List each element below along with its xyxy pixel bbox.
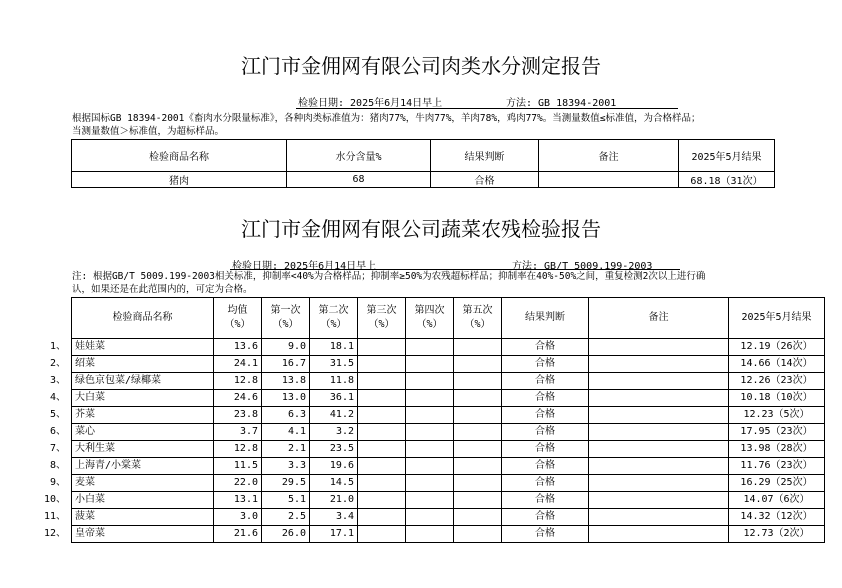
test-2-cell: 31.5	[310, 356, 358, 373]
column-header: 检验商品名称	[72, 140, 287, 172]
table-header-row	[72, 140, 775, 172]
result-cell: 合格	[502, 475, 589, 492]
avg-value-cell: 13.1	[214, 492, 262, 509]
test-1-cell: 4.1	[262, 424, 310, 441]
result-cell: 合格	[431, 172, 539, 188]
test-3-cell	[358, 526, 406, 543]
test-4-cell	[406, 492, 454, 509]
remark-cell	[589, 339, 729, 356]
table-row	[72, 509, 825, 526]
remark-cell	[589, 475, 729, 492]
may-result-cell: 12.26（23次）	[729, 373, 825, 390]
may-result-cell: 17.95（23次）	[729, 424, 825, 441]
test-5-cell	[454, 390, 502, 407]
test-1-cell: 29.5	[262, 475, 310, 492]
item-name-cell: 绿色京包菜/绿椰菜	[72, 373, 214, 390]
item-name-cell: 大白菜	[72, 390, 214, 407]
meat-method: 方法: GB 18394-2001	[506, 98, 617, 109]
remark-cell	[539, 172, 679, 188]
test-1-cell: 2.5	[262, 509, 310, 526]
test-3-cell	[358, 492, 406, 509]
table-row	[72, 475, 825, 492]
result-cell: 合格	[502, 458, 589, 475]
test-2-cell: 14.5	[310, 475, 358, 492]
may-result-cell: 13.98（28次）	[729, 441, 825, 458]
test-3-cell	[358, 424, 406, 441]
test-2-cell: 18.1	[310, 339, 358, 356]
column-header: 结果判断	[431, 140, 539, 172]
test-3-cell	[358, 356, 406, 373]
column-header: 备注	[539, 140, 679, 172]
test-4-cell	[406, 407, 454, 424]
row-index: 9、	[49, 477, 66, 488]
row-index: 11、	[43, 511, 66, 522]
may-result-cell: 11.76（23次）	[729, 458, 825, 475]
may-result-cell: 14.07（6次）	[729, 492, 825, 509]
column-header: 2025年5月结果	[679, 140, 775, 172]
avg-value-cell: 24.6	[214, 390, 262, 407]
test-2-cell: 41.2	[310, 407, 358, 424]
column-header-test-3: 第三次 （%）	[358, 298, 406, 339]
may-result-cell: 12.19（26次）	[729, 339, 825, 356]
test-4-cell	[406, 424, 454, 441]
test-5-cell	[454, 356, 502, 373]
test-3-cell	[358, 373, 406, 390]
table-row	[72, 458, 825, 475]
veg-method: 方法: GB/T 5009.199-2003	[512, 261, 653, 272]
result-cell: 合格	[502, 407, 589, 424]
remark-cell	[589, 424, 729, 441]
may-result-cell: 12.73（2次）	[729, 526, 825, 543]
avg-value-cell: 24.1	[214, 356, 262, 373]
column-header: 水分含量%	[287, 140, 431, 172]
test-1-cell: 5.1	[262, 492, 310, 509]
test-4-cell	[406, 390, 454, 407]
table-row	[72, 424, 825, 441]
remark-cell	[589, 458, 729, 475]
remark-cell	[589, 390, 729, 407]
item-name-cell: 菜心	[72, 424, 214, 441]
remark-cell	[589, 526, 729, 543]
table-row	[72, 407, 825, 424]
avg-value-cell: 3.7	[214, 424, 262, 441]
remark-cell	[589, 509, 729, 526]
remark-cell	[589, 492, 729, 509]
test-5-cell	[454, 526, 502, 543]
avg-value-cell: 22.0	[214, 475, 262, 492]
row-index: 4、	[49, 392, 66, 403]
remark-cell	[589, 407, 729, 424]
remark-cell	[589, 356, 729, 373]
result-cell: 合格	[502, 390, 589, 407]
item-name-cell: 上海青/小棠菜	[72, 458, 214, 475]
table-row	[72, 390, 825, 407]
water-content-cell: 68	[287, 172, 431, 188]
test-4-cell	[406, 339, 454, 356]
column-header-test-1: 第一次 （%）	[262, 298, 310, 339]
may-result-cell: 14.32（12次）	[729, 509, 825, 526]
test-1-cell: 16.7	[262, 356, 310, 373]
test-1-cell: 26.0	[262, 526, 310, 543]
may-result-cell: 16.29（25次）	[729, 475, 825, 492]
row-index: 7、	[49, 443, 66, 454]
item-name-cell: 菠菜	[72, 509, 214, 526]
test-5-cell	[454, 339, 502, 356]
test-3-cell	[358, 339, 406, 356]
test-3-cell	[358, 441, 406, 458]
table-row	[72, 441, 825, 458]
meat-inspection-date: 检验日期: 2025年6月14日早上	[298, 98, 443, 109]
column-header-name: 检验商品名称	[72, 298, 214, 339]
test-4-cell	[406, 458, 454, 475]
test-5-cell	[454, 441, 502, 458]
test-2-cell: 3.4	[310, 509, 358, 526]
result-cell: 合格	[502, 424, 589, 441]
item-name-cell: 皇帝菜	[72, 526, 214, 543]
column-header-avg: 均值 （%）	[214, 298, 262, 339]
test-1-cell: 6.3	[262, 407, 310, 424]
test-5-cell	[454, 458, 502, 475]
column-header-may: 2025年5月结果	[729, 298, 825, 339]
table-row	[72, 339, 825, 356]
result-cell: 合格	[502, 441, 589, 458]
remark-cell	[589, 373, 729, 390]
row-index: 8、	[49, 460, 66, 471]
result-cell: 合格	[502, 356, 589, 373]
may-result-cell: 68.18（31次）	[679, 172, 775, 188]
veg-note-line-1: 注: 根据GB/T 5009.199-2003相关标准，抑制率<40%为合格样品；抑制率≥50%为农残超标样品；抑制率在40%-50%之间，重复检测2次以上进行确	[72, 271, 706, 282]
row-index: 5、	[49, 409, 66, 420]
veg-inspection-date: 检验日期: 2025年6月14日早上	[232, 261, 377, 272]
test-2-cell: 3.2	[310, 424, 358, 441]
meat-report-title: 江门市金佣网有限公司肉类水分测定报告	[241, 54, 601, 78]
avg-value-cell: 12.8	[214, 373, 262, 390]
test-3-cell	[358, 390, 406, 407]
table-row	[72, 492, 825, 509]
table-header-row	[72, 298, 825, 339]
test-1-cell: 13.0	[262, 390, 310, 407]
test-3-cell	[358, 475, 406, 492]
avg-value-cell: 23.8	[214, 407, 262, 424]
meat-results-table	[71, 139, 775, 188]
test-3-cell	[358, 509, 406, 526]
test-4-cell	[406, 373, 454, 390]
result-cell: 合格	[502, 509, 589, 526]
item-name-cell: 娃娃菜	[72, 339, 214, 356]
row-index: 12、	[43, 528, 66, 539]
test-2-cell: 17.1	[310, 526, 358, 543]
test-5-cell	[454, 475, 502, 492]
column-header-result: 结果判断	[502, 298, 589, 339]
test-1-cell: 13.8	[262, 373, 310, 390]
meat-note-line-1: 根据国标GB 18394-2001《畜肉水分限量标准》，各种肉类标准值为：猪肉77%，牛肉77%，羊肉78%，鸡肉77%。当测量数值≤标准值，为合格样品；	[72, 113, 701, 124]
may-result-cell: 10.18（10次）	[729, 390, 825, 407]
may-result-cell: 12.23（5次）	[729, 407, 825, 424]
avg-value-cell: 3.0	[214, 509, 262, 526]
column-header-test-2: 第二次 （%）	[310, 298, 358, 339]
table-row	[72, 373, 825, 390]
test-2-cell: 11.8	[310, 373, 358, 390]
avg-value-cell: 13.6	[214, 339, 262, 356]
table-row	[72, 172, 775, 188]
test-4-cell	[406, 475, 454, 492]
table-row	[72, 526, 825, 543]
test-1-cell: 3.3	[262, 458, 310, 475]
test-5-cell	[454, 424, 502, 441]
table-row	[72, 356, 825, 373]
item-name-cell: 大利生菜	[72, 441, 214, 458]
may-result-cell: 14.66（14次）	[729, 356, 825, 373]
test-2-cell: 21.0	[310, 492, 358, 509]
veg-note-line-2: 认，如果还是在此范围内的，可定为合格。	[72, 284, 253, 295]
test-4-cell	[406, 441, 454, 458]
test-2-cell: 19.6	[310, 458, 358, 475]
test-4-cell	[406, 509, 454, 526]
test-5-cell	[454, 509, 502, 526]
test-1-cell: 9.0	[262, 339, 310, 356]
remark-cell	[589, 441, 729, 458]
avg-value-cell: 11.5	[214, 458, 262, 475]
result-cell: 合格	[502, 492, 589, 509]
row-index: 1、	[49, 341, 66, 352]
row-index: 6、	[49, 426, 66, 437]
test-2-cell: 36.1	[310, 390, 358, 407]
test-3-cell	[358, 407, 406, 424]
test-4-cell	[406, 526, 454, 543]
test-5-cell	[454, 407, 502, 424]
result-cell: 合格	[502, 526, 589, 543]
test-4-cell	[406, 356, 454, 373]
item-name-cell: 猪肉	[72, 172, 287, 188]
meat-header-underline	[296, 108, 678, 109]
item-name-cell: 芥菜	[72, 407, 214, 424]
column-header-test-4: 第四次 （%）	[406, 298, 454, 339]
row-index: 3、	[49, 375, 66, 386]
test-5-cell	[454, 373, 502, 390]
item-name-cell: 绍菜	[72, 356, 214, 373]
item-name-cell: 小白菜	[72, 492, 214, 509]
veg-report-title: 江门市金佣网有限公司蔬菜农残检验报告	[241, 217, 601, 241]
column-header-test-5: 第五次 （%）	[454, 298, 502, 339]
row-index: 2、	[49, 358, 66, 369]
test-5-cell	[454, 492, 502, 509]
test-3-cell	[358, 458, 406, 475]
meat-note-line-2: 当测量数值＞标准值，为超标样品。	[72, 126, 225, 137]
result-cell: 合格	[502, 373, 589, 390]
result-cell: 合格	[502, 339, 589, 356]
avg-value-cell: 12.8	[214, 441, 262, 458]
avg-value-cell: 21.6	[214, 526, 262, 543]
row-index: 10、	[43, 494, 66, 505]
veg-results-table	[71, 297, 825, 543]
item-name-cell: 麦菜	[72, 475, 214, 492]
test-1-cell: 2.1	[262, 441, 310, 458]
column-header-remark: 备注	[589, 298, 729, 339]
test-2-cell: 23.5	[310, 441, 358, 458]
